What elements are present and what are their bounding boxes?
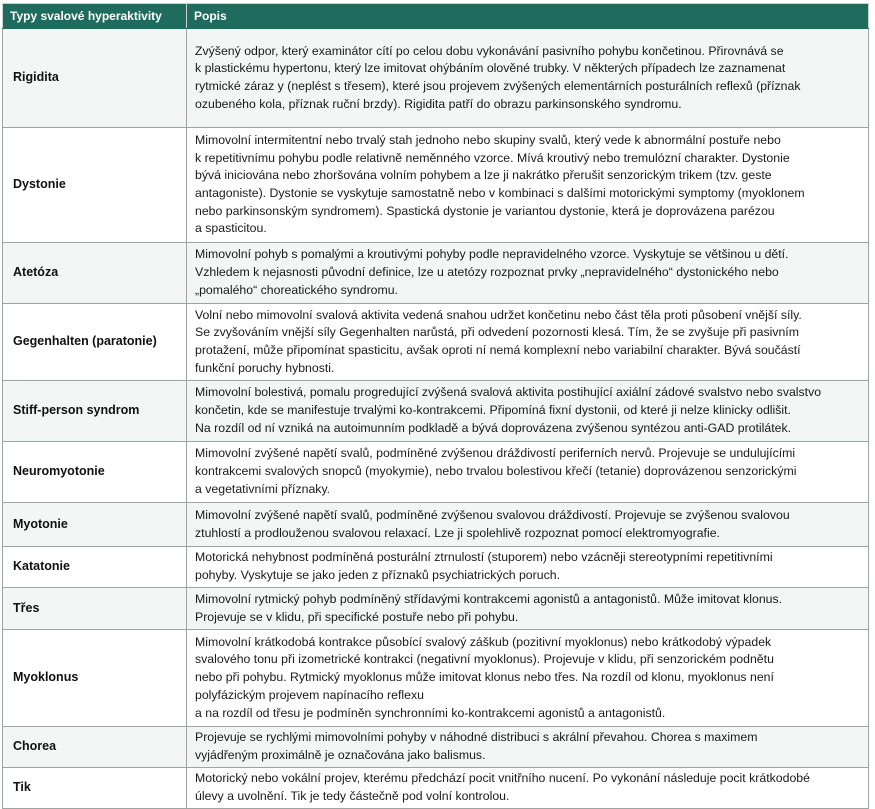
row-description: Mimovolní rytmický pohyb podmíněný střídavými kontrakcemi agonistů a antagonistů. Může imitovat klonus. Projevuje se v klidu, při specifické postuře nebo při pohybu. bbox=[187, 588, 869, 630]
row-type: Dystonie bbox=[3, 128, 187, 243]
row-description: Mimovolní krátkodobá kontrakce působící svalový záškub (pozitivní myoklonus) nebo krátkodobý výpadek svalového tonu při izometrické kontrakci (negativní myoklonus). Projevuje v klidu, při senzorickém podnětu nebo při pohybu. Rytmický myoklonus může imitovat klonus nebo třes. Na rozdíl od klonu, myoklonus není polyfázickým projevem napínacího reflexu a na rozdíl od třesu je podmíněn synchronními ko-kontrakcemi agonistů a antagonistů. bbox=[187, 630, 869, 727]
table-header-row bbox=[3, 4, 869, 29]
table-row bbox=[3, 630, 869, 727]
column-header-type: Typy svalové hyperaktivity bbox=[3, 4, 187, 29]
row-type: Rigidita bbox=[3, 29, 187, 128]
row-type: Myotonie bbox=[3, 503, 187, 547]
row-description: Mimovolní bolestivá, pomalu progredující zvýšená svalová aktivita postihující axiální zádové svalstvo nebo svalstvo končetin, kde se manifestuje trvalými ko-kontrakcemi. Připomíná fixní dystonii, od které ji nelze klinicky odlišit. Na rozdíl od ní vzniká na autoimunním podkladě a bývá doprovázena zvýšenou syntézou anti-GAD protilátek. bbox=[187, 381, 869, 442]
row-type: Gegenhalten (paratonie) bbox=[3, 304, 187, 381]
row-type: Myoklonus bbox=[3, 630, 187, 727]
row-type: Chorea bbox=[3, 727, 187, 768]
row-description: Volní nebo mimovolní svalová aktivita vedená snahou udržet končetinu nebo část těla proti působení vnější síly. Se zvyšováním vnější síly Gegenhalten narůstá, při odvedení pozornosti klesá. Tím, že se zvyšuje při pasivním protažení, může připomínat spasticitu, avšak oproti ní nemá komplexní nebo variabilní charakter. Bývá součástí funkční poruchy hybnosti. bbox=[187, 304, 869, 381]
column-header-description: Popis bbox=[187, 4, 869, 29]
row-type: Tik bbox=[3, 768, 187, 809]
row-description: Motorický nebo vokální projev, kterému předchází pocit vnitřního nucení. Po vykonání následuje pocit krátkodobé úlevy a uvolnění. Tik je tedy částečně pod volní kontrolou. bbox=[187, 768, 869, 809]
row-type: Katatonie bbox=[3, 547, 187, 588]
row-description: Mimovolní pohyb s pomalými a kroutivými pohyby podle nepravidelného vzorce. Vyskytuje se většinou u dětí. Vzhledem k nejasnosti původní definice, lze u atetózy rozpoznat prvky „nepravidelného“ dystonického nebo „pomalého“ choreatického syndromu. bbox=[187, 243, 869, 304]
table-row bbox=[3, 547, 869, 588]
row-type: Stiff-person syndrom bbox=[3, 381, 187, 442]
row-description: Zvýšený odpor, který examinátor cítí po celou dobu vykonávání pasivního pohybu končetinou. Přirovnává se k plastickému hypertonu, který lze imitovat ohýbáním olověné trubky. V některých případech lze zaznamenat rytmické záraz y (neplést s třesem), které jsou projevem zvýšených elementárních posturálních reflexů (příznak ozubeného kola, příznak ruční brzdy). Rigidita patří do obrazu parkinsonského syndromu. bbox=[187, 29, 869, 128]
table-row bbox=[3, 381, 869, 442]
table-row bbox=[3, 503, 869, 547]
table-row bbox=[3, 29, 869, 128]
row-type: Neuromyotonie bbox=[3, 442, 187, 503]
table-row bbox=[3, 304, 869, 381]
table-row bbox=[3, 128, 869, 243]
table-row bbox=[3, 727, 869, 768]
table-row bbox=[3, 243, 869, 304]
table-row bbox=[3, 442, 869, 503]
row-description: Mimovolní zvýšené napětí svalů, podmíněné zvýšenou dráždivostí periferních nervů. Projevuje se undulujícími kontrakcemi svalových snopců (myokymie), nebo trvalou bolestivou křečí (tetanie) doprovázenou senzorickými a vegetativními příznaky. bbox=[187, 442, 869, 503]
table-row bbox=[3, 588, 869, 630]
row-type: Třes bbox=[3, 588, 187, 630]
row-description: Mimovolní zvýšené napětí svalů, podmíněné zvýšenou svalovou dráždivostí. Projevuje se zvýšenou svalovou ztuhlostí a prodlouženou svalovou relaxací. Lze ji spolehlivě rozpoznat pomocí elektromyografie. bbox=[187, 503, 869, 547]
row-description: Mimovolní intermitentní nebo trvalý stah jednoho nebo skupiny svalů, který vede k abnormální postuře nebo k repetitivnímu pohybu podle relativně neměnného vzorce. Mívá kroutivý nebo tremulózní charakter. Dystonie bývá iniciována nebo zhoršována volním pohybem a lze ji nakrátko přerušit senzorickým trikem (tzv. geste antagoniste). Dystonie se vyskytuje samostatně nebo v kombinaci s dalšími motorickými symptomy (myoklonem nebo parkinsonským syndromem). Spastická dystonie je variantou dystonie, která je doprovázena parézou a spasticitou. bbox=[187, 128, 869, 243]
row-type: Atetóza bbox=[3, 243, 187, 304]
row-description: Projevuje se rychlými mimovolními pohyby v náhodné distribuci s akrální převahou. Chorea s maximem vyjádřeným proximálně je označována jako balismus. bbox=[187, 727, 869, 768]
row-description: Motorická nehybnost podmíněná posturální ztrnulostí (stuporem) nebo vzácněji stereotypními repetitivními pohyby. Vyskytuje se jako jeden z příznaků psychiatrických poruch. bbox=[187, 547, 869, 588]
hyperactivity-table bbox=[2, 3, 869, 809]
table-row bbox=[3, 768, 869, 809]
hyperactivity-table-container bbox=[2, 3, 868, 809]
